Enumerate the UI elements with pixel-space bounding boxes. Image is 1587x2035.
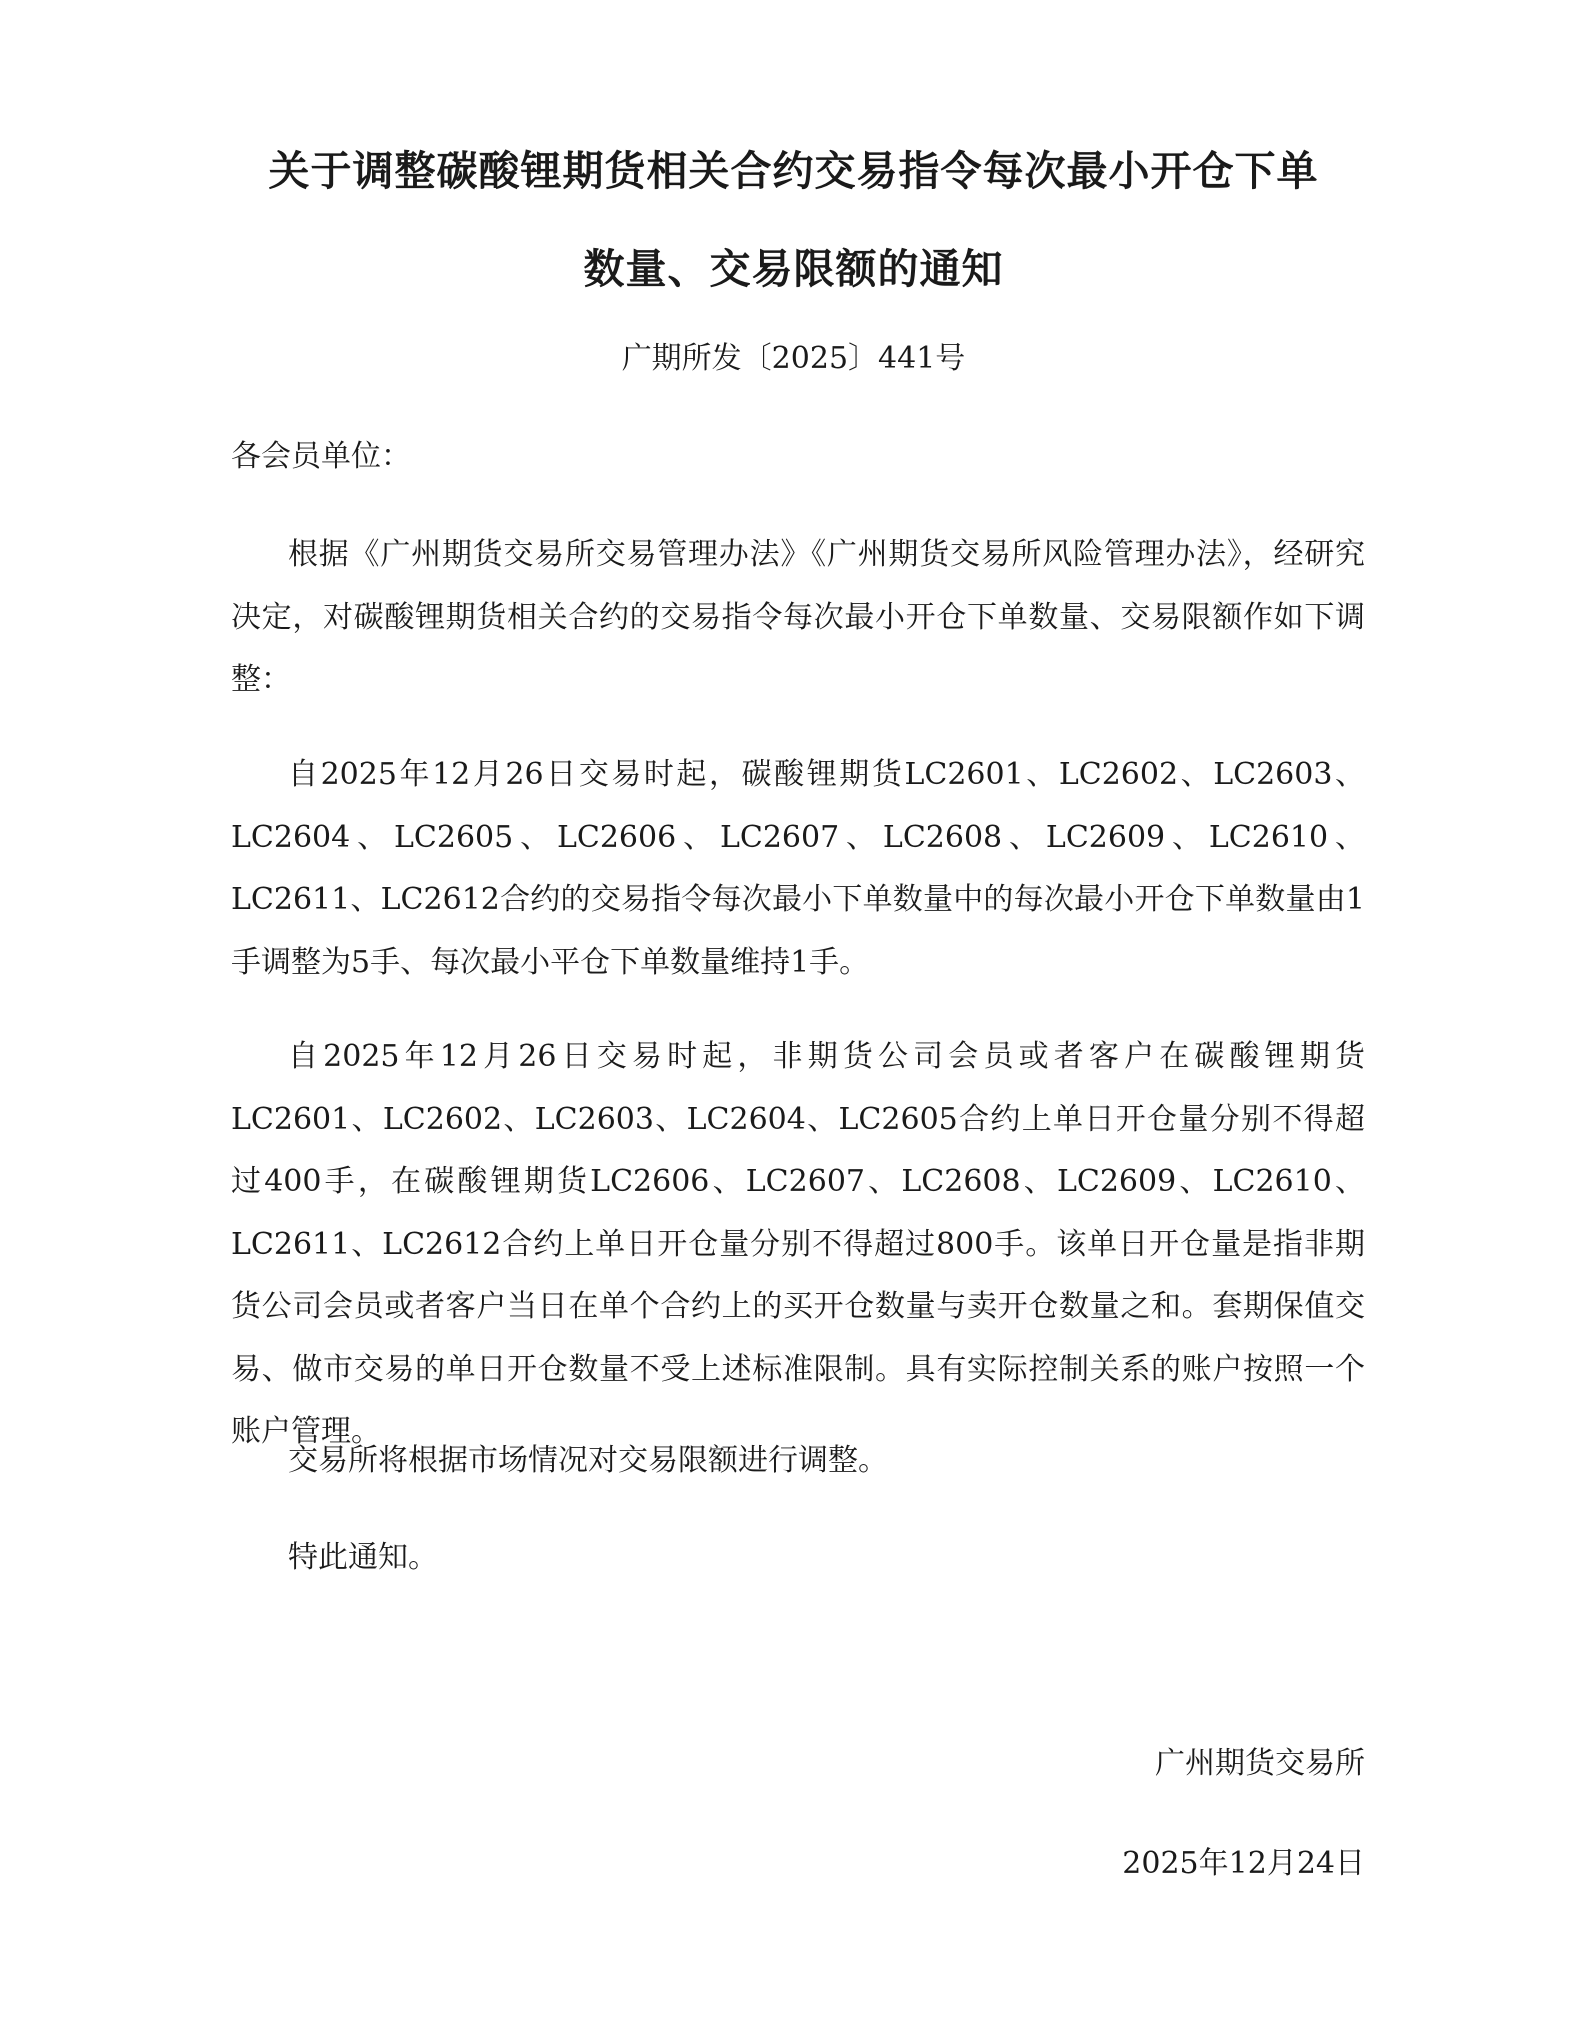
notice-title-line-1: 关于调整碳酸锂期货相关合约交易指令每次最小开仓下单 [268,147,1319,195]
issuer-name: 广州期货交易所 [1155,1746,1365,1781]
paragraph-adjustment-note: 交易所将根据市场情况对交易限额进行调整。 [288,1443,888,1478]
paragraph-closing: 特此通知。 [288,1540,438,1575]
issue-date: 2025年12月24日 [1122,1846,1365,1881]
document-number: 广期所发〔2025〕441号 [621,341,966,376]
salutation: 各会员单位： [231,439,411,474]
notice-title-line-2: 数量、交易限额的通知 [583,245,1004,293]
paragraph-basis: 根据《广州期货交易所交易管理办法》《广州期货交易所风险管理办法》，经研究决定，对碳酸锂期货相关合约的交易指令每次最小开仓下单数量、交易限额作如下调整： [231,537,1365,697]
paragraph-min-order-quantity: 自2025年12月26日交易时起，碳酸锂期货LC2601、LC2602、LC2603、LC2604、LC2605、LC2606、LC2607、LC2608、LC2609、LC2610、LC2611、LC2612合约的交易指令每次最小下单数量中的每次最小开仓下单数量由1手调整为5手、每次最小平仓下单数量维持1手。 [231,757,1365,980]
paragraph-trading-limit: 自2025年12月26日交易时起，非期货公司会员或者客户在碳酸锂期货LC2601、LC2602、LC2603、LC2604、LC2605合约上单日开仓量分别不得超过400手，在碳酸锂期货LC2606、LC2607、LC2608、LC2609、LC2610、LC2611、LC2612合约上单日开仓量分别不得超过800手。该单日开仓量是指非期货公司会员或者客户当日在单个合约上的买开仓数量与卖开仓数量之和。套期保值交易、做市交易的单日开仓数量不受上述标准限制。具有实际控制关系的账户按照一个账户管理。 [231,1039,1365,1449]
